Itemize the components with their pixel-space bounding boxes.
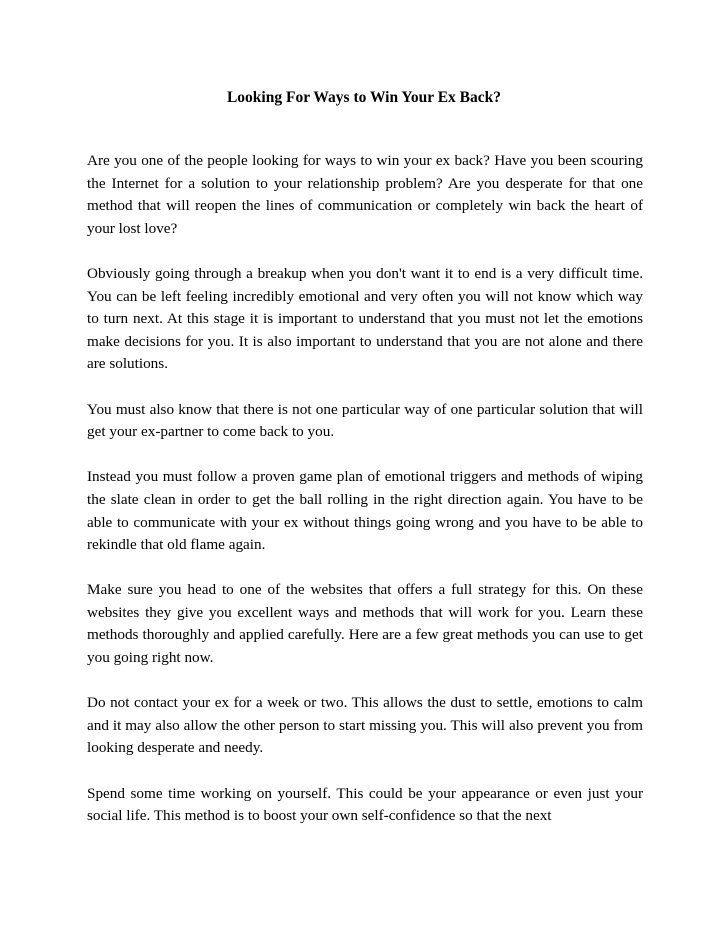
paragraph-7: Spend some time working on yourself. This could be your appearance or even just your social life. This method is to boost your own self-confidence so that the next (87, 784, 643, 825)
document-title: Looking For Ways to Win Your Ex Back? (226, 89, 502, 106)
paragraph-6: Do not contact your ex for a week or two. This allows the dust to settle, emotions to calm and it may also allow the other person to start missing you. This will also prevent you from looking desperate and needy. (87, 694, 643, 757)
paragraph-2: Obviously going through a breakup when you don't want it to end is a very difficult time. You can be left feeling incredibly emotional and very often you will not know which way to turn next. At this stage it is important to understand that you must not let the emotions make decisions for you. It is also important to understand that you are not alone and there are solutions. (87, 264, 643, 373)
paragraph-4: Instead you must follow a proven game plan of emotional triggers and methods of wiping the slate clean in order to get the ball rolling in the right direction again. You have to be able to communicate with your ex without things going wrong and you have to be able to rekindle that old flame again. (87, 468, 643, 554)
document-body (87, 150, 643, 850)
paragraph-5: Make sure you head to one of the websites that offers a full strategy for this. On these websites they give you excellent ways and methods that will work for you. Learn these methods thoroughly and applied carefully. Here are a few great methods you can use to get you going right now. (87, 581, 643, 667)
paragraph-3: You must also know that there is not one particular way of one particular solution that will get your ex-partner to come back to you. (87, 400, 643, 441)
paragraph-1: Are you one of the people looking for ways to win your ex back? Have you been scouring the Internet for a solution to your relationship problem? Are you desperate for that one method that will reopen the lines of communication or completely win back the heart of your lost love? (87, 152, 643, 237)
